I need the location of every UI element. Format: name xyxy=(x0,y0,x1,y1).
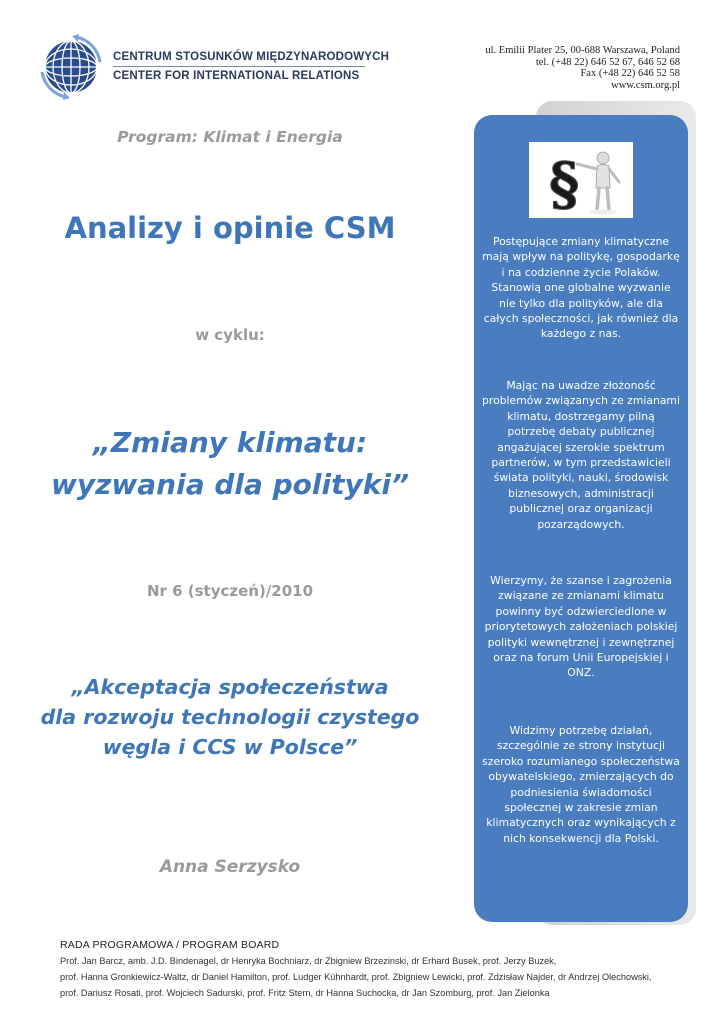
organization-name xyxy=(113,50,413,83)
contact-block xyxy=(440,45,680,91)
series-title-line: „Zmiany klimatu: xyxy=(92,426,368,459)
contact-tel: tel. (+48 22) 646 52 67, 646 52 68 xyxy=(535,56,680,68)
sidebar-paragraph: Mając na uwadze złożoność problemów związanych ze zmianami klimatu, dostrzegamy pilną potrzebę debaty publicznej angażującej szerokie spektrum partnerów, w tym przedstawicieli świata polityki, nauki, środowisk biznesowych, administracji publicznej oraz organizacji pozarządowych. xyxy=(482,379,680,531)
paper-title-line: dla rozwoju technologii czystego xyxy=(40,705,420,729)
board-members-line: prof. Hanna Gronkiewicz-Waltz, dr Daniel Hamilton, prof. Ludger Kühnhardt, prof. Zbigniew Lewicki, prof. Zdzisław Najder, dr Andrzej Olechowski, xyxy=(60,971,652,982)
org-name-divider xyxy=(113,66,365,67)
paper-title-line: „Akceptacja społeczeństwa xyxy=(71,675,389,699)
series-title-line: wyzwania dla polityki” xyxy=(51,468,409,501)
sidebar-paragraph: Wierzymy, że szanse i zagrożenia związane ze zmianami klimatu powinny być odzwierciedlone w priorytetowych założeniach polskiej polityki wewnętrznej i zewnętrznej oraz na forum Unii Europejskiej i ONZ. xyxy=(484,574,678,680)
cycle-label: w cyklu: xyxy=(195,326,265,344)
board-members-line: prof. Dariusz Rosati, prof. Wojciech Sadurski, prof. Fritz Stern, dr Hanna Suchocka, dr Jan Szomburg, prof. Jan Zielonka xyxy=(60,987,550,998)
sidebar-paragraph: Widzimy potrzebę działań, szczególnie ze strony instytucji szeroko rozumianego społeczeństwa obywatelskiego, zmierzających do podniesienia świadomości społecznej w zakresie zmian klimatycznych oraz wynikających z nich konsekwencji dla Polski. xyxy=(482,724,680,845)
sidebar-paragraph: Postępujące zmiany klimatyczne mają wpływ na politykę, gospodarkę i na codzienne życie Polaków. Stanowią one globalne wyzwanie nie tylko dla polityków, ale dla całych społeczności, jak również dla każdego z nas. xyxy=(482,235,680,341)
svg-text:§: § xyxy=(549,150,580,218)
contact-fax: Fax (+48 22) 646 52 58 xyxy=(580,68,680,79)
board-members-line: Prof. Jan Barcz, amb. J.D. Bindenagel, dr Henryka Bochniarz, dr Zbigniew Brzezinski, dr Erhard Busek, prof. Jerzy Buzek, xyxy=(60,956,557,966)
org-name-english: CENTER FOR INTERNATIONAL RELATIONS xyxy=(113,70,360,82)
paper-title xyxy=(20,672,440,762)
org-name-polish: CENTRUM STOSUNKÓW MIĘDZYNARODOWYCH xyxy=(113,51,390,63)
author-name: Anna Serzysko xyxy=(159,857,301,877)
program-board-members xyxy=(60,954,700,1001)
page-title: Analizy i opinie CSM xyxy=(64,211,396,245)
globe-logo-icon xyxy=(36,32,106,102)
contact-address: ul. Emilii Plater 25, 00-688 Warszawa, Poland xyxy=(485,45,680,56)
contact-website: www.csm.org.pl xyxy=(611,79,680,91)
program-board-heading: RADA PROGRAMOWA / PROGRAM BOARD xyxy=(60,939,280,951)
series-title xyxy=(20,422,440,506)
program-label: Program: Klimat i Energia xyxy=(117,128,343,146)
paper-title-line: węgla i CCS w Polsce” xyxy=(102,735,358,759)
paragraph-figure-icon xyxy=(529,142,633,218)
issue-number: Nr 6 (styczeń)/2010 xyxy=(146,582,314,600)
